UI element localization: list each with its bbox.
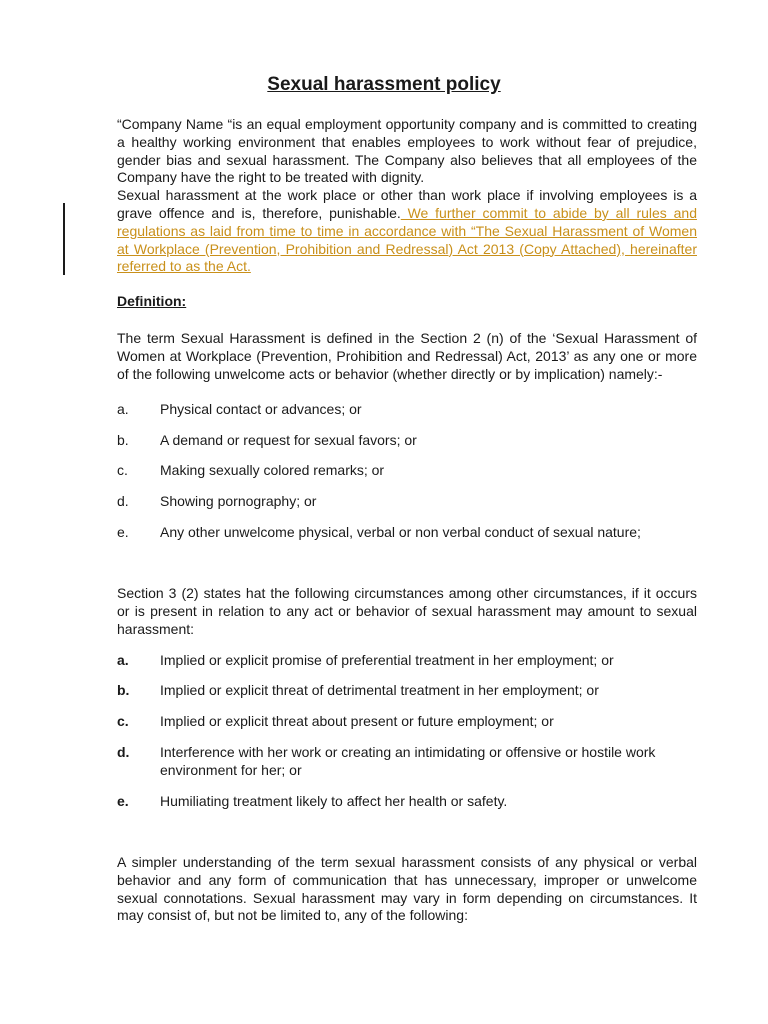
list-item-text: Humiliating treatment likely to affect her health or safety.: [160, 793, 508, 809]
closing-paragraph: A simpler understanding of the term sexual harassment consists of any physical or verbal behavior and any form of communication that has unnecessary, improper or unwelcome sexual connotations. Sexual harassment may vary in form depending on circumstances. It may consist of, but not be limited to, any of the following:: [117, 854, 697, 924]
list-item-text: Interference with her work or creating an intimidating or offensive or hostile work environment for her; or: [160, 744, 656, 778]
revision-bar: [63, 203, 65, 275]
list-marker: e.: [117, 524, 129, 540]
definition-paragraph: The term Sexual Harassment is defined in the Section 2 (n) of the ‘Sexual Harassment of Women at Workplace (Prevention, Prohibition and Redressal) Act, 2013’ as any one or more of the following unwelcome acts or behavior (whether directly or by implication) namely:-: [117, 330, 697, 382]
list-marker: c.: [117, 713, 129, 729]
list-marker: d.: [117, 493, 129, 509]
list-item-text: Implied or explicit threat of detrimental treatment in her employment; or: [160, 682, 599, 698]
act-reference-link[interactable]: We further commit to abide by all rules and regulations as laid from time to time in accordance with “The Sexual Harassment of Women at Workplace (Prevention, Prohibition and Redressal) Act 2013 (Copy Attached), hereinafter referred to as the Act.: [117, 204, 697, 275]
intro-section: [117, 116, 697, 276]
list-item-text: A demand or request for sexual favors; or: [160, 432, 417, 448]
list-marker: c.: [117, 462, 128, 478]
section3-paragraph: Section 3 (2) states hat the following circumstances among other circumstances, if it occurs or is present in relation to any act or behavior of sexual harassment may amount to sexual harassment:: [117, 585, 697, 637]
list-marker: e.: [117, 793, 129, 809]
intro-paragraph-2-text: Sexual harassment at the work place or other than work place if involving employees is a grave offence and is, therefore, punishable.: [117, 187, 697, 221]
list-item-text: Physical contact or advances; or: [160, 401, 362, 417]
list-marker: d.: [117, 744, 130, 760]
list-item-text: Implied or explicit promise of preferential treatment in her employment; or: [160, 652, 614, 668]
list-item-text: Showing pornography; or: [160, 493, 317, 509]
list-marker: a.: [117, 401, 129, 417]
list-marker: a.: [117, 652, 129, 668]
list-item-text: Making sexually colored remarks; or: [160, 462, 385, 478]
intro-paragraph-2: [117, 187, 697, 276]
list-marker: b.: [117, 682, 130, 698]
list-item-text: Implied or explicit threat about present or future employment; or: [160, 713, 554, 729]
intro-paragraph-1: “Company Name “is an equal employment opportunity company and is committed to creating a healthy working environment that enables employees to work without fear of prejudice, gender bias and sexual harassment. The Company also believes that all employees of the Company have the right to be treated with dignity.: [117, 116, 697, 186]
definition-heading: Definition:: [117, 293, 187, 309]
page-title: Sexual harassment policy: [267, 74, 501, 95]
list-marker: b.: [117, 432, 129, 448]
list-item-text: Any other unwelcome physical, verbal or non verbal conduct of sexual nature;: [160, 524, 641, 540]
